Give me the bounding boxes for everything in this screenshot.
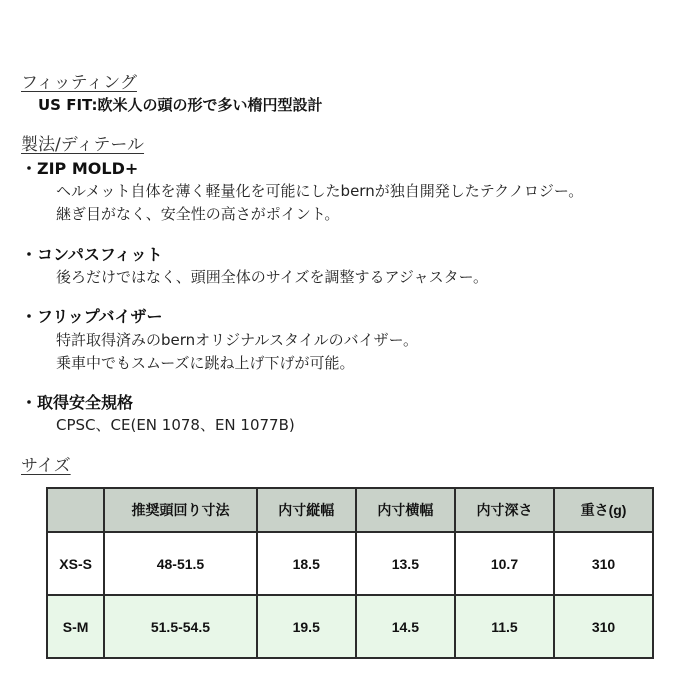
table-cell: 14.5: [356, 595, 455, 658]
table-cell: 10.7: [455, 532, 554, 595]
size-heading: サイズ: [21, 456, 71, 476]
feature-desc-line: ヘルメット自体を薄く軽量化を可能にしたbernが独自開発したテクノロジー。: [56, 182, 584, 200]
table-cell: 51.5-54.5: [104, 595, 256, 658]
feature-desc-line: 特許取得済みのbernオリジナルスタイルのバイザー。: [56, 331, 419, 349]
table-cell: 11.5: [455, 595, 554, 658]
table-cell: 310: [554, 595, 653, 658]
feature-title-flip-visor: ・フリップバイザー: [21, 307, 163, 326]
feature-title-compass-fit: ・コンパスフィット: [21, 245, 163, 264]
table-header-cell: 内寸横幅: [356, 488, 455, 532]
table-header-cell: 内寸縦幅: [257, 488, 356, 532]
feature-desc-line: CPSC、CE(EN 1078、EN 1077B): [56, 416, 295, 434]
fitting-heading: フィッティング: [21, 73, 137, 93]
fitting-text: US FIT:欧米人の頭の形で多い楕円型設計: [38, 96, 323, 114]
table-header-cell: 内寸深さ: [455, 488, 554, 532]
feature-desc-line: 後ろだけではなく、頭囲全体のサイズを調整するアジャスター。: [56, 268, 489, 286]
feature-desc-line: 継ぎ目がなく、安全性の高さがポイント。: [56, 205, 340, 223]
feature-title-zip-mold: ・ZIP MOLD+: [21, 159, 139, 178]
feature-title-safety-standards: ・取得安全規格: [21, 393, 134, 412]
table-cell: 48-51.5: [104, 532, 256, 595]
table-header-cell: [47, 488, 104, 532]
details-heading: 製法/ディテール: [21, 135, 145, 155]
size-table: [46, 487, 654, 659]
table-row: [47, 595, 653, 658]
table-cell: 13.5: [356, 532, 455, 595]
feature-desc-line: 乗車中でもスムーズに跳ね上げ下げが可能。: [56, 354, 355, 372]
table-row: [47, 532, 653, 595]
table-cell-size: XS-S: [47, 532, 104, 595]
table-cell: 310: [554, 532, 653, 595]
table-cell: 18.5: [257, 532, 356, 595]
table-header-row: [47, 488, 653, 532]
table-cell: 19.5: [257, 595, 356, 658]
table-header-cell: 推奨頭回り寸法: [104, 488, 256, 532]
table-header-cell: 重さ(g): [554, 488, 653, 532]
table-cell-size: S-M: [47, 595, 104, 658]
